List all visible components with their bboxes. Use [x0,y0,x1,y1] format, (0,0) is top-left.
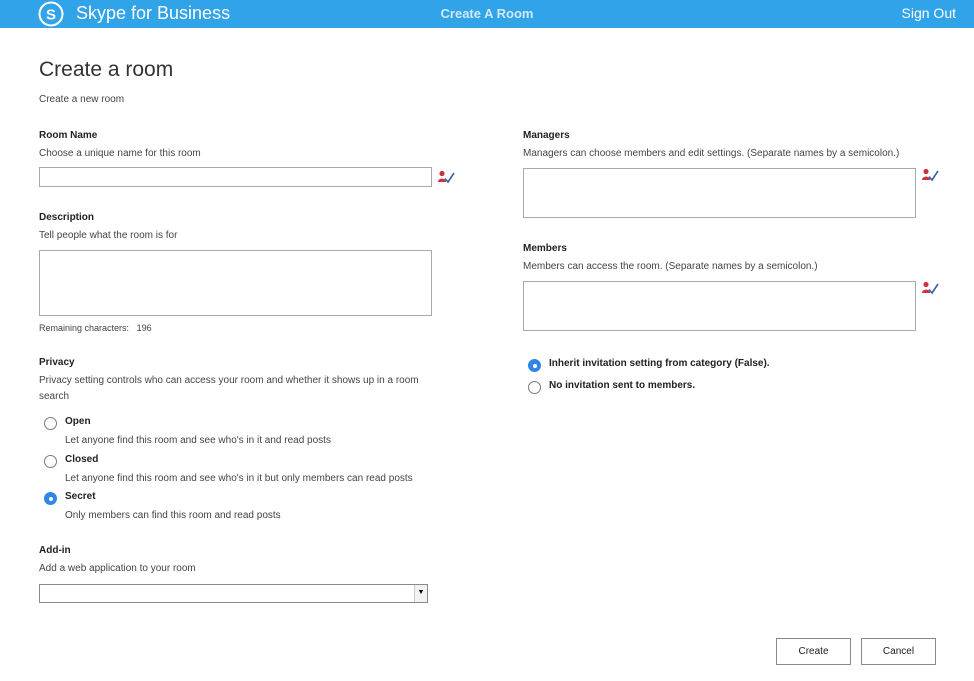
privacy-closed-label[interactable]: Closed [65,454,99,465]
create-button[interactable]: Create [776,638,851,665]
invitation-inherit-label[interactable]: Inherit invitation setting from category (False). [549,358,770,369]
privacy-secret-radio[interactable] [44,492,57,505]
remaining-characters [39,323,152,333]
members-label: Members [523,243,567,254]
members-help: Members can access the room. (Separate names by a semicolon.) [523,261,818,272]
page-header-title: Create A Room [440,6,534,21]
privacy-closed-description: Let anyone find this room and see who's in it but only members can read posts [65,473,413,484]
privacy-open-label[interactable]: Open [65,416,91,427]
cancel-button[interactable]: Cancel [861,638,936,665]
privacy-secret-description: Only members can find this room and read posts [65,510,281,521]
invitation-inherit-radio[interactable] [528,359,541,372]
remaining-characters-count: 196 [136,323,152,333]
room-name-help: Choose a unique name for this room [39,148,201,159]
managers-textarea[interactable] [523,168,916,218]
svg-text:S: S [45,6,57,24]
check-names-icon[interactable] [921,281,939,295]
privacy-help-line2: search [39,391,70,402]
privacy-secret-label[interactable]: Secret [65,491,96,502]
page-subtitle: Create a new room [39,94,125,105]
managers-help: Managers can choose members and edit settings. (Separate names by a semicolon.) [523,148,900,159]
privacy-open-radio[interactable] [44,417,57,430]
description-help: Tell people what the room is for [39,230,178,241]
invitation-none-label[interactable]: No invitation sent to members. [549,380,696,391]
check-names-icon[interactable] [921,168,939,182]
addin-help: Add a web application to your room [39,563,196,574]
room-name-label: Room Name [39,130,98,141]
privacy-label: Privacy [39,357,75,368]
room-name-input[interactable] [39,167,432,187]
invitation-none-radio[interactable] [528,381,541,394]
description-textarea[interactable] [39,250,432,316]
remaining-characters-label: Remaining characters: [39,323,130,333]
app-title: Skype for Business [76,3,231,23]
check-names-icon[interactable] [437,170,455,184]
page-title: Create a room [39,58,174,81]
description-label: Description [39,212,95,223]
chevron-down-icon[interactable]: ▼ [414,585,427,602]
sign-out-link[interactable]: Sign Out [901,5,956,21]
addin-select[interactable] [39,584,428,603]
privacy-closed-radio[interactable] [44,455,57,468]
top-bar [0,0,974,28]
addin-label: Add-in [39,545,71,556]
managers-label: Managers [523,130,570,141]
privacy-help-line1: Privacy setting controls who can access your room and whether it shows up in a room [39,375,419,386]
privacy-open-description: Let anyone find this room and see who's in it and read posts [65,435,331,446]
members-textarea[interactable] [523,281,916,331]
